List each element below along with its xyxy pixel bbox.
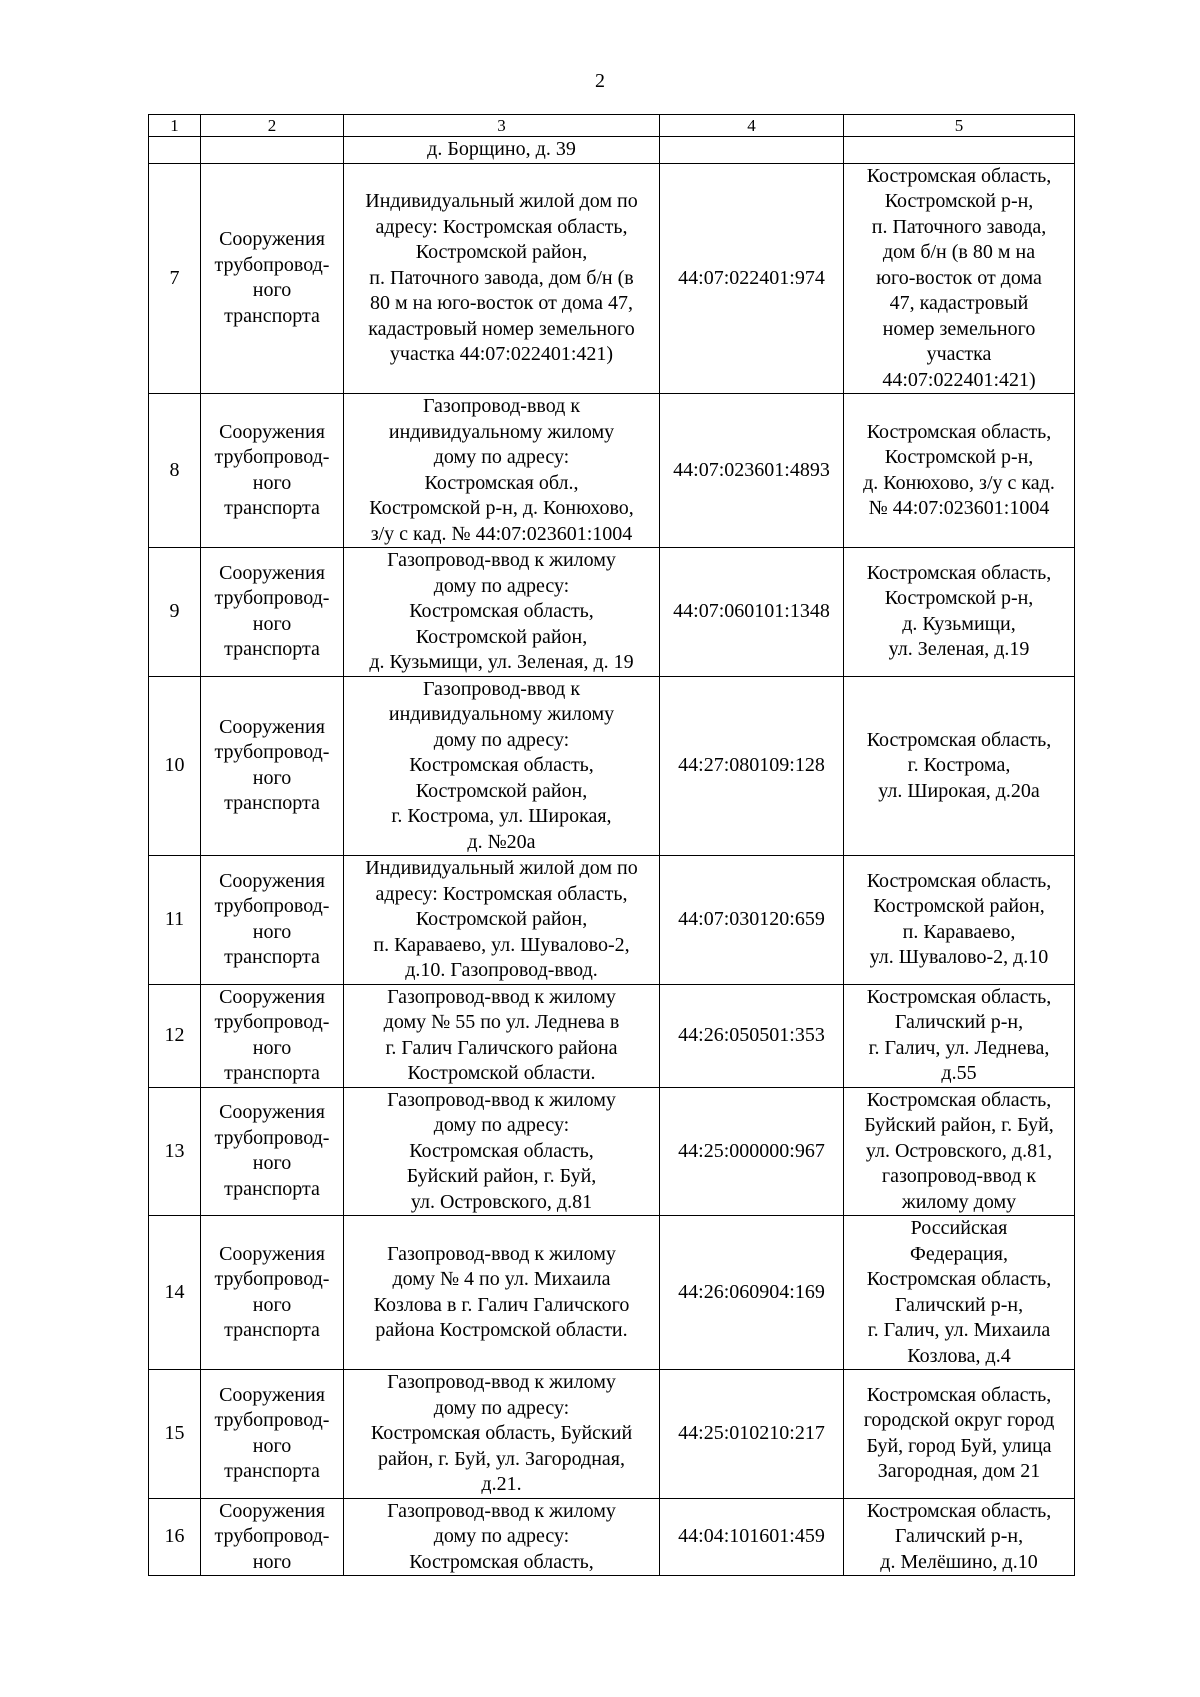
- description-cell-line: дому по адресу:: [433, 1396, 570, 1419]
- row-number-cell: 8: [149, 394, 201, 548]
- page-number: 2: [595, 70, 605, 92]
- category-cell-line: трубопровод-: [214, 1268, 330, 1290]
- category-cell-line: Сооружения: [219, 985, 325, 1008]
- address-cell-line: дом б/н (в 80 м на: [882, 241, 1036, 263]
- address-cell-line: Костромская область,: [866, 869, 1052, 892]
- address-cell: [844, 984, 1075, 1087]
- description-cell: [344, 676, 660, 856]
- description-cell-line: района Костромской области.: [375, 1319, 628, 1341]
- category-cell-line: трубопровод-: [214, 1409, 330, 1432]
- table-row: [149, 856, 1075, 985]
- category-cell-line: трубопровод-: [214, 1126, 330, 1149]
- description-cell-line: Костромской район,: [415, 241, 588, 263]
- description-cell-line: адресу: Костромская область,: [375, 882, 628, 905]
- address-cell-line: Буйский район, г. Буй,: [864, 1114, 1054, 1136]
- category-cell-line: транспорта: [224, 792, 320, 815]
- table-row: [149, 676, 1075, 856]
- address-cell-line: д. Конюхово, з/у с кад.: [863, 471, 1055, 494]
- category-cell-line: транспорта: [224, 638, 320, 661]
- category-cell-line: ного: [252, 612, 292, 635]
- address-cell-line: ул. Зеленая, д.19: [888, 638, 1030, 661]
- description-cell-line: дому по адресу:: [433, 446, 570, 468]
- description-cell-line: Газопровод-ввод к жилому: [387, 1371, 616, 1393]
- address-cell-line: Костромская область,: [866, 164, 1052, 187]
- row-number-cell: 15: [149, 1370, 201, 1499]
- address-cell: [844, 856, 1075, 985]
- description-cell-line: Костромской области.: [407, 1062, 596, 1084]
- address-cell-line: городской округ город: [863, 1409, 1055, 1432]
- address-cell-line: Костромской район,: [873, 895, 1045, 918]
- address-cell: [844, 163, 1075, 394]
- category-cell-line: ного: [252, 766, 292, 789]
- description-cell-line: Костромская область,: [409, 754, 594, 776]
- description-cell-line: з/у с кад. № 44:07:023601:1004: [370, 522, 633, 545]
- description-cell-line: 80 м на юго-восток от дома 47,: [369, 292, 634, 314]
- address-cell: [844, 548, 1075, 677]
- description-cell-line: кадастровый номер земельного: [368, 317, 635, 340]
- row-number-cell: 10: [149, 676, 201, 856]
- address-cell-line: д. Кузьмищи,: [902, 612, 1016, 635]
- cadastral-number-cell: 44:26:050501:353: [660, 984, 844, 1087]
- description-cell-line: Костромская обл.,: [424, 471, 579, 494]
- address-cell-line: газопровод-ввод к: [881, 1165, 1037, 1187]
- address-cell-line: юго-восток от дома: [876, 266, 1042, 289]
- header-row: [149, 115, 1075, 137]
- description-cell-line: Газопровод-ввод к жилому: [387, 549, 616, 571]
- description-cell-line: дому № 4 по ул. Михаила: [392, 1268, 611, 1290]
- address-cell-line: Костромской р-н,: [884, 587, 1034, 610]
- address-cell-line: г. Галич, ул. Леднева,: [868, 1036, 1050, 1059]
- category-cell-line: транспорта: [224, 1177, 320, 1200]
- category-cell-line: транспорта: [224, 946, 320, 969]
- description-cell-line: п. Паточного завода, дом б/н (в: [369, 266, 634, 289]
- address-cell-line: Костромская область,: [866, 985, 1052, 1008]
- continuation-address-cell: [844, 137, 1075, 164]
- address-cell-line: п. Караваево,: [902, 920, 1016, 943]
- description-cell-line: Газопровод-ввод к жилому: [387, 1242, 616, 1265]
- header-cell: 5: [844, 115, 1075, 137]
- cadastral-number-cell: 44:26:060904:169: [660, 1216, 844, 1370]
- table-row: [149, 1087, 1075, 1216]
- address-cell-line: Буй, город Буй, улица: [866, 1434, 1052, 1457]
- table-row: [149, 1216, 1075, 1370]
- address-cell-line: Костромская область,: [866, 420, 1052, 443]
- category-cell-line: Сооружения: [219, 420, 325, 443]
- header-cell: 4: [660, 115, 844, 137]
- address-cell-line: д. Мелёшино, д.10: [880, 1550, 1038, 1573]
- category-cell-line: трубопровод-: [214, 587, 330, 610]
- description-cell-line: Газопровод-ввод к: [422, 395, 581, 417]
- address-cell-line: ул. Широкая, д.20а: [878, 779, 1040, 802]
- table-body: [149, 137, 1075, 1576]
- category-cell: [201, 548, 344, 677]
- category-cell-line: ного: [252, 1434, 292, 1457]
- description-cell: [344, 548, 660, 677]
- description-cell-line: Индивидуальный жилой дом по: [365, 857, 638, 879]
- description-cell-line: дому по адресу:: [433, 574, 570, 597]
- description-cell-line: д. Кузьмищи, ул. Зеленая, д. 19: [369, 651, 634, 673]
- category-cell-line: трубопровод-: [214, 741, 330, 764]
- header-cell: 3: [344, 115, 660, 137]
- description-cell-line: дому по адресу:: [433, 1525, 570, 1547]
- category-cell-line: ного: [252, 471, 292, 494]
- cadastral-number-cell: 44:07:023601:4893: [660, 394, 844, 548]
- table-row: [149, 1498, 1075, 1576]
- address-cell-line: Галичский р-н,: [894, 1011, 1024, 1033]
- row-number-cell: 16: [149, 1498, 201, 1576]
- table-row: [149, 163, 1075, 394]
- description-cell-line: Костромской район,: [415, 908, 588, 930]
- category-cell: [201, 676, 344, 856]
- description-cell-line: Индивидуальный жилой дом по: [365, 190, 638, 212]
- category-cell: [201, 394, 344, 548]
- row-number-cell: 12: [149, 984, 201, 1087]
- description-cell-line: адресу: Костромская область,: [375, 215, 628, 238]
- category-cell: [201, 984, 344, 1087]
- address-cell-line: 44:07:022401:421): [882, 368, 1036, 391]
- row-number-cell: 14: [149, 1216, 201, 1370]
- continuation-cadastral-cell: [660, 137, 844, 164]
- address-cell: [844, 394, 1075, 548]
- header-cell: 2: [201, 115, 344, 137]
- table-row: [149, 394, 1075, 548]
- category-cell-line: трубопровод-: [214, 895, 330, 918]
- address-cell-line: Российская: [910, 1217, 1008, 1239]
- description-cell-line: Костромская область,: [409, 1550, 594, 1573]
- description-cell-line: Костромской р-н, д. Конюхово,: [369, 497, 634, 519]
- address-cell-line: Костромская область,: [866, 1268, 1052, 1290]
- category-cell-line: Сооружения: [219, 869, 325, 892]
- row-number-cell: 7: [149, 163, 201, 394]
- address-cell-line: Козлова, д.4: [907, 1344, 1011, 1367]
- description-cell: [344, 163, 660, 394]
- description-cell-line: индивидуальному жилому: [388, 420, 615, 443]
- description-cell: [344, 984, 660, 1087]
- description-cell-line: Газопровод-ввод к: [422, 677, 581, 700]
- cadastral-number-cell: 44:25:000000:967: [660, 1087, 844, 1216]
- category-cell-line: Сооружения: [219, 715, 325, 738]
- address-cell-line: Костромская область,: [866, 1499, 1052, 1522]
- category-cell-line: ного: [252, 1293, 292, 1316]
- category-cell-line: ного: [252, 1152, 292, 1175]
- address-cell-line: жилому дому: [901, 1190, 1017, 1213]
- description-cell-line: Буйский район, г. Буй,: [406, 1165, 597, 1187]
- cadastral-number-cell: 44:25:010210:217: [660, 1370, 844, 1499]
- description-cell: [344, 1216, 660, 1370]
- category-cell-line: трубопровод-: [214, 253, 330, 276]
- address-cell: [844, 676, 1075, 856]
- description-cell-line: д.10. Газопровод-ввод.: [405, 959, 598, 981]
- description-cell-line: Костромская область, Буйский: [370, 1422, 633, 1444]
- description-cell-line: дому по адресу:: [433, 728, 570, 751]
- address-cell-line: ул. Островского, д.81,: [865, 1139, 1053, 1162]
- header-cell: 1: [149, 115, 201, 137]
- category-cell-line: трубопровод-: [214, 446, 330, 468]
- address-cell-line: Костромской р-н,: [884, 446, 1034, 468]
- address-cell-line: Костромской р-н,: [884, 190, 1034, 212]
- continuation-category-cell: [201, 137, 344, 164]
- address-cell-line: участка: [926, 343, 992, 365]
- cadastral-number-cell: 44:27:080109:128: [660, 676, 844, 856]
- description-cell: [344, 1498, 660, 1576]
- cadastral-number-cell: 44:07:060101:1348: [660, 548, 844, 677]
- address-cell-line: Костромская область,: [866, 561, 1052, 584]
- address-cell-line: 47, кадастровый: [889, 292, 1029, 314]
- table-row: [149, 548, 1075, 677]
- address-cell-line: Загородная, дом 21: [877, 1460, 1041, 1483]
- description-cell-line: Газопровод-ввод к жилому: [387, 1499, 616, 1522]
- category-cell: [201, 163, 344, 394]
- category-cell-line: ного: [252, 920, 292, 943]
- address-cell-line: Костромская область,: [866, 1383, 1052, 1406]
- description-cell: [344, 1087, 660, 1216]
- description-cell-line: Костромская область,: [409, 1139, 594, 1162]
- description-cell-line: район, г. Буй, ул. Загородная,: [377, 1447, 625, 1470]
- address-cell: [844, 1087, 1075, 1216]
- address-cell: [844, 1216, 1075, 1370]
- description-cell-line: Газопровод-ввод к жилому: [387, 985, 616, 1008]
- address-cell-line: Костромская область,: [866, 1088, 1052, 1111]
- category-cell: [201, 1087, 344, 1216]
- address-cell-line: г. Галич, ул. Михаила: [867, 1319, 1051, 1341]
- description-cell-line: Костромской район,: [415, 625, 588, 648]
- category-cell: [201, 1498, 344, 1576]
- category-cell-line: Сооружения: [219, 561, 325, 584]
- category-cell-line: транспорта: [224, 1319, 320, 1341]
- category-cell: [201, 1370, 344, 1499]
- address-cell-line: Галичский р-н,: [894, 1293, 1024, 1316]
- category-cell-line: ного: [252, 1036, 292, 1059]
- description-cell-line: ул. Островского, д.81: [410, 1190, 593, 1213]
- cadastral-number-cell: 44:07:022401:974: [660, 163, 844, 394]
- address-cell: [844, 1498, 1075, 1576]
- row-number-cell: 9: [149, 548, 201, 677]
- category-cell-line: транспорта: [224, 304, 320, 327]
- address-cell-line: Костромская область,: [866, 728, 1052, 751]
- table-row: [149, 1370, 1075, 1499]
- category-cell-line: Сооружения: [219, 1383, 325, 1406]
- continuation-num-cell: [149, 137, 201, 164]
- address-cell-line: Галичский р-н,: [894, 1525, 1024, 1547]
- description-cell-line: г. Галич Галичского района: [385, 1036, 618, 1059]
- description-cell-line: Козлова в г. Галич Галичского: [373, 1293, 630, 1316]
- address-cell-line: г. Кострома,: [907, 754, 1011, 776]
- category-cell-line: трубопровод-: [214, 1525, 330, 1547]
- description-cell-line: г. Кострома, ул. Широкая,: [391, 805, 612, 827]
- category-cell-line: транспорта: [224, 497, 320, 519]
- description-cell-line: дому по адресу:: [433, 1114, 570, 1136]
- category-cell: [201, 856, 344, 985]
- description-cell-line: д. №20а: [467, 830, 536, 853]
- description-cell-line: Костромской район,: [415, 779, 588, 802]
- continuation-description-cell: д. Борщино, д. 39: [344, 137, 660, 164]
- address-cell-line: д.55: [941, 1062, 977, 1084]
- row-number-cell: 13: [149, 1087, 201, 1216]
- continuation-row: [149, 137, 1075, 164]
- address-cell-line: ул. Шувалово-2, д.10: [869, 946, 1049, 969]
- category-cell-line: Сооружения: [219, 1242, 325, 1265]
- category-cell-line: Сооружения: [219, 1101, 325, 1124]
- category-cell-line: Сооружения: [219, 1499, 325, 1522]
- address-cell-line: п. Паточного завода,: [871, 215, 1047, 238]
- category-cell-line: ного: [252, 279, 292, 302]
- description-cell-line: участка 44:07:022401:421): [389, 343, 614, 365]
- description-cell: [344, 856, 660, 985]
- table-row: [149, 984, 1075, 1087]
- row-number-cell: 11: [149, 856, 201, 985]
- description-cell-line: индивидуальному жилому: [388, 703, 615, 725]
- registry-table: [148, 114, 1075, 1576]
- cadastral-number-cell: 44:04:101601:459: [660, 1498, 844, 1576]
- description-cell-line: д.21.: [481, 1473, 522, 1495]
- category-cell-line: транспорта: [224, 1062, 320, 1084]
- address-cell-line: № 44:07:023601:1004: [868, 497, 1050, 519]
- cadastral-number-cell: 44:07:030120:659: [660, 856, 844, 985]
- address-cell: [844, 1370, 1075, 1499]
- category-cell-line: трубопровод-: [214, 1011, 330, 1033]
- description-cell-line: п. Караваево, ул. Шувалово-2,: [373, 933, 630, 956]
- description-cell-line: дому № 55 по ул. Леднева в: [383, 1011, 620, 1033]
- description-cell-line: Газопровод-ввод к жилому: [387, 1088, 616, 1111]
- category-cell-line: транспорта: [224, 1460, 320, 1483]
- category-cell-line: ного: [252, 1550, 292, 1573]
- address-cell-line: Федерация,: [910, 1242, 1008, 1265]
- description-cell: [344, 1370, 660, 1499]
- description-cell: [344, 394, 660, 548]
- category-cell: [201, 1216, 344, 1370]
- category-cell-line: Сооружения: [219, 228, 325, 251]
- description-cell-line: Костромская область,: [409, 600, 594, 622]
- address-cell-line: номер земельного: [882, 317, 1036, 340]
